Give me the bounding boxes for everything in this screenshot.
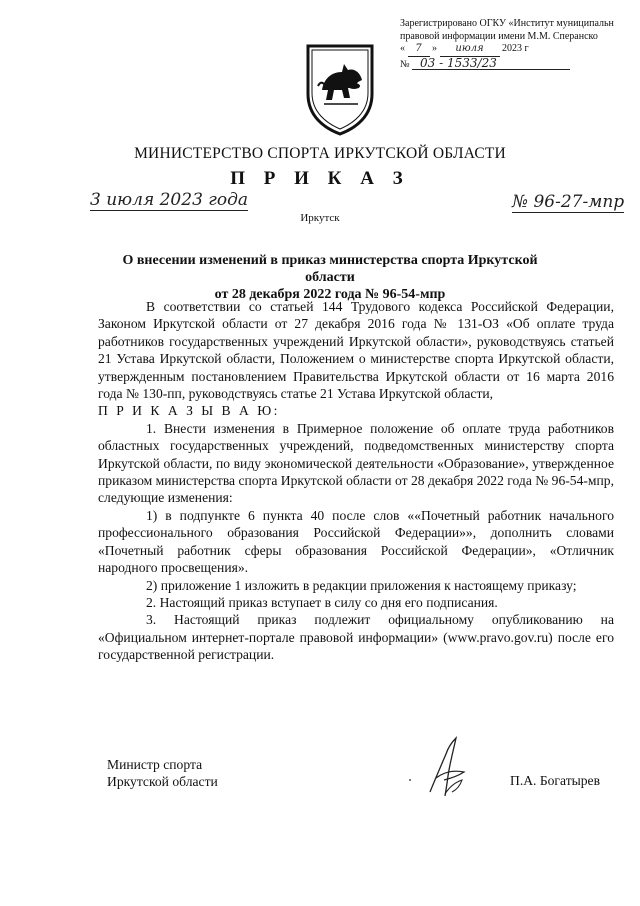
title-line-1: О внесении изменений в приказ министерства спорта Иркутской области [122,253,538,285]
preamble: В соответствии со статьей 144 Трудового кодекса Российской Федерации, Законом Иркутской области от 27 декабря 2016 года № 131-ОЗ «Об оплате труда работников государственных учреждений Иркутской области», руководствуясь статьей 21 Устава Иркутской области, Положением о министерстве спорта Иркутской области, утвержденным постановлением Правительства Иркутской области от 16 марта 2016 года № 130-пп, руководствуясь статье 21 Устава Иркутской области, [98,299,614,402]
registration-line-2: правовой информации имени М.М. Сперанско [400,30,598,42]
registration-date-open: « [400,43,405,54]
registration-date [400,43,636,57]
ministry-name: МИНИСТЕРСТВО СПОРТА ИРКУТСКОЙ ОБЛАСТИ [134,145,506,162]
item-3: 3. Настоящий приказ подлежит официальному опубликованию на «Официальном интернет-портале правовой информации» (www.pravo.gov.ru) после его государственной регистрации. [98,612,614,663]
handwritten-signature-icon [400,732,500,802]
registration-date-mid: » [432,43,437,54]
signatory-position [107,756,218,790]
registration-year: 2023 г [502,43,529,54]
registration-month: июля [440,43,500,57]
handwritten-number-text: № 96-27-мпр [512,192,625,212]
handwritten-number [512,192,624,213]
item-2: 2. Настоящий приказ вступает в силу со дня его подписания. [146,594,498,610]
registration-number [400,57,636,72]
registration-number-value: 03 - 1533/23 [412,57,570,71]
registration-number-prefix: № [400,58,410,70]
document-body [98,298,614,664]
registration-stamp [400,18,636,71]
title-line-2: от 28 декабря 2022 года № 96-54-мпр [214,287,446,302]
order-word: П Р И К А З Ы В А Ю: [98,403,280,419]
coat-of-arms-icon [304,42,376,136]
position-line-2: Иркутской области [107,774,218,789]
handwritten-date [90,190,248,211]
handwritten-date-text: 3 июля 2023 года [90,190,249,210]
document-type: П Р И К А З [230,168,410,189]
registration-line-1: Зарегистрировано ОГКУ «Институт муниципальн [400,18,614,29]
signatory-name: П.А. Богатырев [510,773,601,788]
item-1-2: 2) приложение 1 изложить в редакции приложения к настоящему приказу; [146,577,577,593]
city: Иркутск [300,212,340,224]
document-title [100,252,560,303]
item-1-1: 1) в подпункте 6 пункта 40 после слов ««Почетный работник начального профессионального образования Российской Федерации»», дополнить словами «Почетный работник сферы образования Российской Федерации», «Отличник народного просвещения». [98,507,614,576]
position-line-1: Министр спорта [107,757,203,772]
item-1: 1. Внести изменения в Примерное положение об оплате труда работников областных государственных учреждений, подведомственных министерству спорта Иркутской области, по виду экономической деятельности «Образование», утвержденное приказом министерства спорта Иркутской области от 28 декабря 2022 года № 96-54-мпр, следующие изменения: [98,420,614,506]
registration-day: 7 [408,43,430,57]
